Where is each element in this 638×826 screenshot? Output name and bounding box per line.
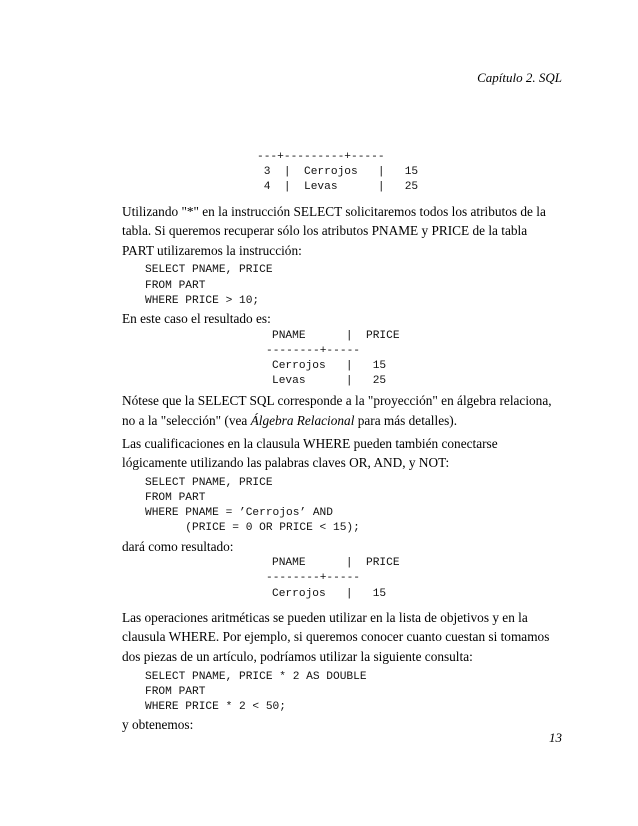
page-number: 13 <box>549 730 562 745</box>
table-line: 4 | Levas | 25 <box>257 181 419 194</box>
code-line: SELECT PNAME, PRICE <box>145 476 273 489</box>
code-line: FROM PART <box>145 279 206 292</box>
code-block-1 <box>122 263 562 309</box>
result-table-2 <box>122 556 562 602</box>
code-line: WHERE PNAME = ’Cerrojos’ AND <box>145 507 333 520</box>
para3-text-before: Nótese que la SELECT SQL corresponde a la "proyección" en álgebra relaciona, no a la "selección" (vea <box>122 393 552 428</box>
result-line: PNAME | PRICE <box>272 557 400 570</box>
code-line: SELECT PNAME, PRICE * 2 AS DOUBLE <box>145 670 367 683</box>
paragraph-obtain: y obtenemos: <box>122 717 194 733</box>
chapter-header: Capítulo 2. SQL <box>477 70 562 85</box>
code-line: SELECT PNAME, PRICE <box>145 264 273 277</box>
result-line: Levas | 25 <box>272 375 387 388</box>
page-body <box>122 150 562 735</box>
table-line: ---+---------+----- <box>257 151 385 163</box>
algebra-relacional-link[interactable]: Álgebra Relacional <box>250 413 355 428</box>
code-line: WHERE PRICE * 2 < 50; <box>145 700 286 713</box>
paragraph-select-star: Utilizando "*" en la instrucción SELECT solicitaremos todos los atributos de la tabla. Si queremos recuperar sólo los atributos PNAME y PRICE de la tabla PART utilizaremos la instrucción: <box>122 203 546 258</box>
code-block-3 <box>122 670 562 716</box>
result-line: --------+----- <box>266 572 360 585</box>
paragraph-result-intro: En este caso el resultado es: <box>122 311 271 326</box>
result-line: Cerrojos | 15 <box>272 587 387 600</box>
table-fragment <box>122 150 562 196</box>
code-block-2 <box>122 476 562 537</box>
paragraph-qualifications: Las cualificaciones en la clausula WHERE pueden también conectarse lógicamente utilizando las palabras claves OR, AND, y NOT: <box>122 435 498 471</box>
code-line: WHERE PRICE > 10; <box>145 294 260 307</box>
code-line: FROM PART <box>145 685 206 698</box>
paragraph-result-label: dará como resultado: <box>122 538 234 554</box>
result-line: Cerrojos | 15 <box>272 360 387 372</box>
result-line: PNAME | PRICE <box>272 329 400 342</box>
paragraph-projection <box>122 391 562 430</box>
code-line: FROM PART <box>145 491 206 504</box>
code-line: (PRICE = 0 OR PRICE < 15); <box>145 522 360 535</box>
result-table-1 <box>122 329 562 390</box>
result-line: --------+----- <box>266 344 360 357</box>
para3-text-after: para más detalles). <box>354 413 458 428</box>
table-line: 3 | Cerrojos | 15 <box>257 166 419 179</box>
paragraph-arithmetic: Las operaciones aritméticas se pueden utilizar en la lista de objetivos y en la clausula WHERE. Por ejemplo, si queremos conocer cuanto cuestan si tomamos dos piezas de un artículo, podríamos utilizar la siguiente consulta: <box>122 609 550 664</box>
